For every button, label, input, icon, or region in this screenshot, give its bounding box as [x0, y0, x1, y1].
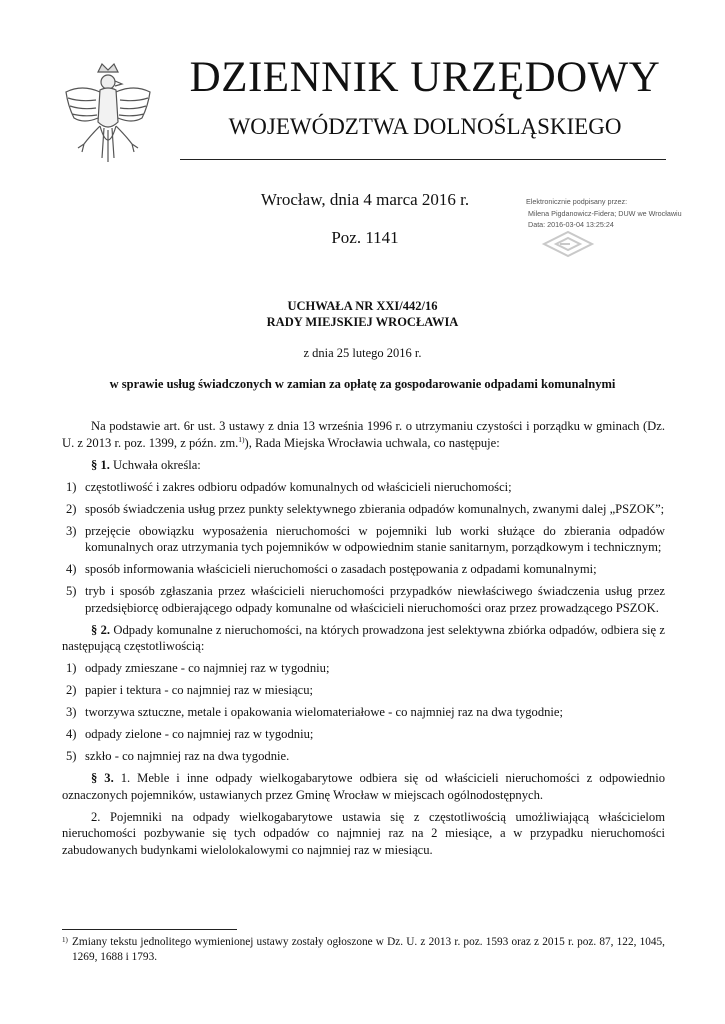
- list-item-number: 3): [66, 705, 77, 719]
- footnote: [62, 935, 665, 965]
- paragraph-1-text: Uchwała określa:: [109, 457, 201, 472]
- preamble: [62, 418, 665, 451]
- list-item-text: papier i tektura - co najmniej raz w miesiącu;: [85, 683, 313, 697]
- list-item-number: 1): [66, 479, 77, 494]
- list-item-number: 5): [66, 584, 77, 598]
- paragraph-3: [62, 770, 665, 803]
- preamble-text-a: Na podstawie art. 6r ust. 3 ustawy z dnia 13 września 1996 r. o utrzymaniu czystości i porządku w gminach (Dz. U. z 2013 r. poz. 1399, z późn. zm.: [62, 419, 665, 450]
- footnote-mark: 1): [62, 936, 68, 944]
- paragraph-3-point-2: 2. Pojemniki na odpady wielkogabarytowe ustawia się z częstotliwością umożliwiającą właścicielom nieruchomości pozbywanie się tych odpadów co najmniej raz na 2 miesiące, a w przypadku nieruchomości zabudowanych budynkami wielolokalowymi co najmniej raz w miesiącu.: [62, 809, 665, 857]
- list-item-number: 4): [66, 562, 77, 576]
- list-item-text: szkło - co najmniej raz na dwa tygodnie.: [85, 749, 290, 763]
- resolution-council: RADY MIEJSKIEJ WROCŁAWIA: [266, 315, 459, 329]
- list-item: [62, 682, 665, 699]
- resolution-date: z dnia 25 lutego 2016 r.: [303, 346, 422, 360]
- list-item: [62, 726, 665, 743]
- list-item-text: częstotliwość i zakres odbioru odpadów komunalnych od właścicieli nieruchomości;: [85, 479, 512, 494]
- list-item: [62, 523, 665, 556]
- list-item-number: 5): [66, 749, 77, 763]
- signature-line-1: Elektronicznie podpisany przez:: [526, 197, 628, 206]
- list-item-number: 2): [66, 683, 77, 697]
- paragraph-1-label: § 1.: [91, 457, 110, 472]
- paragraph-2-text: Odpady komunalne z nieruchomości, na których prowadzona jest selektywna zbiórka odpadów, odbiera się z następującą częstotliwością:: [62, 622, 666, 653]
- signature-line-2: Milena Pigdanowicz-Fidera; DUW we Wrocławiu: [528, 208, 682, 218]
- list-item-number: 3): [66, 523, 77, 538]
- position-number: Poz. 1141: [331, 228, 399, 247]
- paragraph-3-text: 1. Meble i inne odpady wielkogabarytowe odbiera się od właścicieli nieruchomości z odpowiednio oznaczonych pojemników, ustawianych przez Gminę Wrocław w miejscach ogólnodostępnych.: [62, 771, 665, 802]
- document-body: [62, 418, 665, 864]
- signature-line-3: Data: 2016-03-04 13:25:24: [528, 220, 614, 229]
- footnote-ref: 1): [238, 434, 245, 444]
- polish-eagle-emblem-icon: [62, 62, 154, 172]
- list-item: [62, 561, 665, 578]
- signature-check-icon: [540, 229, 596, 259]
- list-item-number: 1): [66, 661, 77, 675]
- list-item-text: tryb i sposób zgłaszania przez właścicieli nieruchomości przypadków niewłaściwego świadczenia usług przez przedsiębiorcę odbierającego odpady komunalne od właścicieli nieruchomości oraz przez prowadzącego PSZOK.: [85, 584, 665, 615]
- footnote-divider: [62, 929, 237, 930]
- list-item-text: sposób świadczenia usług przez punkty selektywnego zbierania odpadów komunalnych, zwanymi dalej „PSZOK”;: [85, 501, 665, 516]
- list-item-number: 4): [66, 727, 77, 741]
- resolution-number: UCHWAŁA NR XXI/442/16: [287, 299, 438, 313]
- list-item-number: 2): [66, 501, 77, 516]
- list-item: [62, 748, 665, 765]
- list-item: [62, 704, 665, 721]
- gazette-title: DZIENNIK URZĘDOWY: [189, 54, 661, 101]
- electronic-signature: [526, 196, 721, 231]
- list-item-text: odpady zielone - co najmniej raz w tygodniu;: [85, 727, 314, 741]
- publication-date: Wrocław, dnia 4 marca 2016 r.: [260, 190, 470, 209]
- list-item: [62, 583, 665, 616]
- paragraph-2: [62, 622, 665, 655]
- preamble-text-b: ), Rada Miejska Wrocławia uchwala, co następuje:: [244, 435, 500, 450]
- list-item-text: tworzywa sztuczne, metale i opakowania wielomateriałowe - co najmniej raz na dwa tygodnie;: [85, 705, 564, 719]
- resolution-heading: [0, 298, 725, 330]
- footnote-text: Zmiany tekstu jednolitego wymienionej ustawy zostały ogłoszone w Dz. U. z 2013 r. poz. 1593 oraz z 2015 r. poz. 87, 122, 1045, 1269, 1688 i 1793.: [72, 936, 665, 963]
- list-item: [62, 660, 665, 677]
- list-item-text: odpady zmieszane - co najmniej raz w tygodniu;: [85, 661, 330, 675]
- paragraph-1: [62, 457, 665, 474]
- paragraph-2-label: § 2.: [91, 622, 111, 637]
- list-item-text: przejęcie obowiązku wyposażenia nieruchomości w pojemniki lub worki służące do zbierania odpadów komunalnych oraz utrzymania tych pojemników w odpowiednim stanie sanitarnym, porządkowym i technicznym;: [85, 523, 665, 554]
- header-divider: [180, 159, 666, 160]
- list-item: [62, 501, 665, 518]
- list-item: [62, 479, 665, 496]
- resolution-subject: w sprawie usług świadczonych w zamian za opłatę za gospodarowanie odpadami komunalnymi: [109, 377, 616, 391]
- list-item-text: sposób informowania właścicieli nieruchomości o zasadach postępowania z odpadami komunalnymi;: [85, 562, 597, 576]
- paragraph-3-label: § 3.: [91, 771, 114, 785]
- gazette-subtitle: WOJEWÓDZTWA DOLNOŚLĄSKIEGO: [228, 114, 622, 139]
